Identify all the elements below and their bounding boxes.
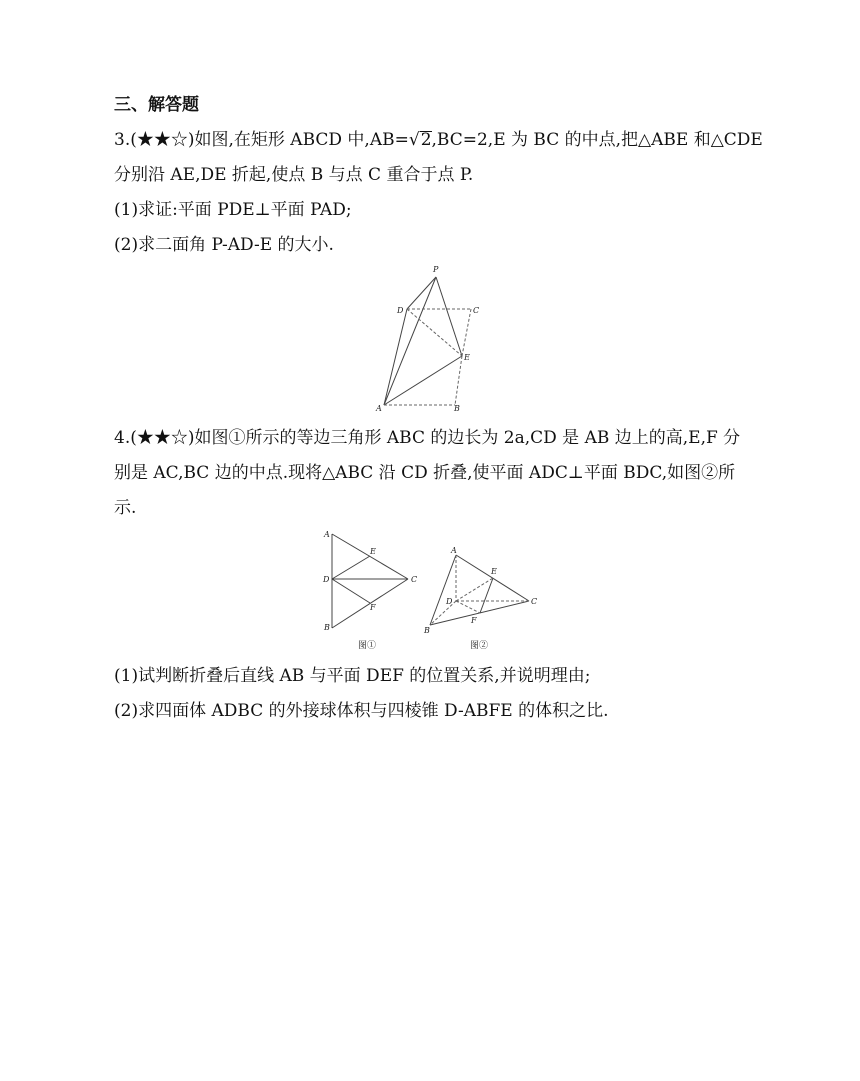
edge-PE — [436, 277, 462, 356]
section-title: 三、解答题 — [114, 95, 199, 115]
q3-line1 — [114, 129, 763, 151]
label-C: C — [411, 575, 418, 584]
label-D: D — [323, 575, 330, 584]
q4-figure-1 — [318, 524, 428, 654]
sqrt-value: 2 — [420, 130, 432, 150]
label-D: D — [397, 306, 404, 315]
label-P: P — [433, 265, 439, 274]
q3-line1-pre: 3.(★★☆)如图,在矩形 ABCD 中,AB= — [114, 130, 409, 150]
label-D: D — [446, 597, 453, 606]
edge-AE — [384, 356, 462, 405]
q3-line2: 分别沿 AE,DE 折起,使点 B 与点 C 重合于点 P. — [114, 165, 474, 185]
edge-AB — [430, 555, 456, 625]
edge-DF-dashed — [456, 601, 480, 613]
q3-part2: (2)求二面角 P-AD-E 的大小. — [114, 235, 334, 255]
caption-fig2: 图② — [470, 641, 489, 651]
label-E: E — [370, 547, 376, 556]
label-A: A — [451, 546, 457, 555]
label-C: C — [531, 597, 538, 606]
caption-fig1: 图① — [358, 641, 377, 651]
q3-part1: (1)求证:平面 PDE⊥平面 PAD; — [114, 200, 352, 220]
edge-DF — [332, 579, 370, 603]
q4-line1: 4.(★★☆)如图①所示的等边三角形 ABC 的边长为 2a,CD 是 AB 边上的高,E,F 分 — [114, 428, 741, 448]
q3-line1-post: ,BC=2,E 为 BC 的中点,把△ABE 和△CDE — [431, 130, 763, 150]
q4-figure-1-svg — [318, 524, 428, 654]
label-E: E — [491, 567, 497, 576]
edge-EF — [480, 578, 493, 613]
sqrt-symbol: √ — [408, 130, 420, 150]
q4-figure-2 — [420, 544, 545, 654]
label-B: B — [424, 626, 430, 635]
edge-EB-dashed — [455, 356, 462, 405]
label-C: C — [473, 306, 480, 315]
edge-DE — [332, 556, 370, 579]
q4-part2: (2)求四面体 ADBC 的外接球体积与四棱锥 D-ABFE 的体积之比. — [114, 701, 609, 721]
label-E: E — [464, 353, 470, 362]
q4-line3: 示. — [114, 498, 137, 518]
label-A: A — [376, 404, 382, 413]
q4-line2: 别是 AC,BC 边的中点.现将△ABC 沿 CD 折叠,使平面 ADC⊥平面 BDC,如图②所 — [114, 463, 736, 483]
q3-figure-svg — [375, 262, 485, 414]
edge-DP — [407, 277, 436, 309]
label-A: A — [324, 530, 330, 539]
q4-part1: (1)试判断折叠后直线 AB 与平面 DEF 的位置关系,并说明理由; — [114, 666, 591, 686]
edge-CE-dashed — [462, 309, 471, 356]
label-F: F — [370, 603, 376, 612]
q4-figure-2-svg — [420, 544, 545, 654]
edge-DE-dashed — [456, 578, 493, 601]
label-F: F — [471, 616, 477, 625]
q3-figure — [375, 262, 485, 414]
label-B: B — [454, 404, 460, 413]
label-B: B — [324, 623, 330, 632]
edge-PA — [384, 277, 436, 405]
